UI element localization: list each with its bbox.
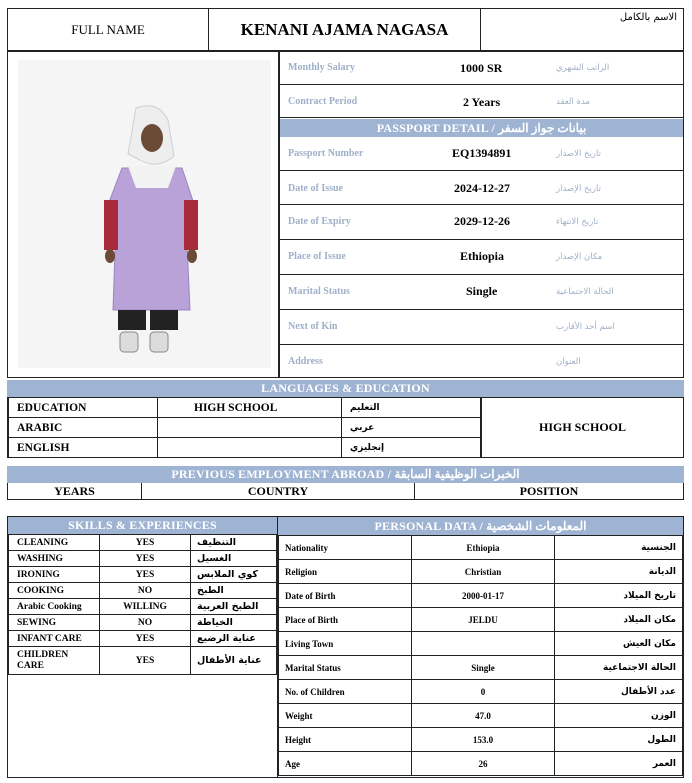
passport-row-arabic: تاريخ الانتهاء <box>556 217 599 227</box>
employment-band: PREVIOUS EMPLOYMENT ABROAD / الخبرات الوظيفية السابقة <box>7 466 684 483</box>
personal-row-label: Weight <box>279 704 412 728</box>
personal-row-value: 153.0 <box>412 728 555 752</box>
personal-row-value: 2000-01-17 <box>412 584 555 608</box>
full-name-value: KENANI AJAMA NAGASA <box>209 9 481 50</box>
passport-row-arabic: تاريخ الإصدار <box>556 184 601 194</box>
language-row <box>9 398 481 418</box>
passport-row <box>280 275 683 310</box>
employment-header-row <box>7 483 684 500</box>
language-row-arabic: إنجليزي <box>342 438 481 458</box>
personal-row <box>279 536 683 560</box>
personal-row <box>279 608 683 632</box>
period-arabic: مدة العقد <box>556 97 590 107</box>
salary-label: Monthly Salary <box>288 62 355 73</box>
language-row-label: ENGLISH <box>9 438 158 458</box>
personal-row <box>279 560 683 584</box>
passport-row-label: Address <box>288 356 323 367</box>
personal-row-label: Date of Birth <box>279 584 412 608</box>
education-level: HIGH SCHOOL <box>481 398 683 457</box>
personal-band: PERSONAL DATA / المعلومات الشخصية <box>278 517 683 535</box>
languages-table <box>8 397 481 458</box>
personal-row-label: Religion <box>279 560 412 584</box>
skill-row <box>9 631 277 647</box>
skill-name: CHILDREN CARE <box>9 647 100 675</box>
language-row-arabic: التعليم <box>342 398 481 418</box>
passport-row <box>280 345 683 383</box>
full-name-label: FULL NAME <box>8 9 209 50</box>
person-illustration <box>18 60 271 368</box>
passport-row-arabic: تاريخ الاصدار <box>556 149 601 159</box>
personal-row-label: Place of Birth <box>279 608 412 632</box>
language-row-label: EDUCATION <box>9 398 158 418</box>
skill-name: CLEANING <box>9 535 100 551</box>
passport-row-value: EQ1394891 <box>452 146 512 160</box>
personal-row <box>279 728 683 752</box>
personal-row-value: Single <box>412 656 555 680</box>
skill-value: WILLING <box>100 599 191 615</box>
skill-row <box>9 615 277 631</box>
period-value: 2 Years <box>463 95 501 109</box>
personal-row-value: Ethiopia <box>412 536 555 560</box>
skill-value: YES <box>100 535 191 551</box>
passport-row-value: Single <box>466 284 498 298</box>
skill-arabic: عناية الأطفال <box>191 647 277 675</box>
personal-row-arabic: الطول <box>555 728 683 752</box>
language-row <box>9 418 481 438</box>
personal-row-value: 0 <box>412 680 555 704</box>
passport-rows <box>280 137 683 383</box>
personal-row-arabic: العمر <box>555 752 683 776</box>
personal-row <box>279 632 683 656</box>
skill-row <box>9 567 277 583</box>
passport-row-value: 2029-12-26 <box>454 214 510 228</box>
passport-row-label: Passport Number <box>288 148 364 159</box>
skill-value: YES <box>100 647 191 675</box>
personal-row-value: JELDU <box>412 608 555 632</box>
skill-row <box>9 599 277 615</box>
passport-row <box>280 240 683 275</box>
personal-row-arabic: مكان الميلاد <box>555 608 683 632</box>
employment-col-country: COUNTRY <box>142 483 415 499</box>
personal-row-label: Nationality <box>279 536 412 560</box>
language-row-value <box>158 418 342 438</box>
personal-row-arabic: تاريخ الميلاد <box>555 584 683 608</box>
personal-row-label: Height <box>279 728 412 752</box>
languages-band: LANGUAGES & EDUCATION <box>7 380 684 397</box>
personal-row-arabic: عدد الأطفال <box>555 680 683 704</box>
language-row-label: ARABIC <box>9 418 158 438</box>
passport-row <box>280 171 683 205</box>
language-row-value: HIGH SCHOOL <box>158 398 342 418</box>
personal-row <box>279 656 683 680</box>
skill-arabic: الطبخ <box>191 583 277 599</box>
skill-name: Arabic Cooking <box>9 599 100 615</box>
skill-row <box>9 535 277 551</box>
passport-row-value: Ethiopia <box>460 249 505 263</box>
skill-name: COOKING <box>9 583 100 599</box>
personal-row <box>279 680 683 704</box>
skill-row <box>9 647 277 675</box>
skills-table <box>8 534 277 675</box>
language-row-value <box>158 438 342 458</box>
skill-arabic: التنظيف <box>191 535 277 551</box>
period-row <box>280 85 683 118</box>
personal-row <box>279 584 683 608</box>
skill-row <box>9 583 277 599</box>
passport-band: PASSPORT DETAIL / بيانات جواز السفر <box>280 119 683 137</box>
passport-row-arabic: الحالة الاجتماعية <box>556 287 614 297</box>
salary-value: 1000 SR <box>460 61 503 75</box>
personal-table <box>278 535 683 776</box>
employment-col-years: YEARS <box>8 483 142 499</box>
skill-name: WASHING <box>9 551 100 567</box>
skill-value: NO <box>100 615 191 631</box>
passport-row-arabic: العنوان <box>556 357 581 367</box>
skill-value: NO <box>100 583 191 599</box>
period-label: Contract Period <box>288 96 358 107</box>
personal-row-label: Age <box>279 752 412 776</box>
skill-value: YES <box>100 551 191 567</box>
skill-arabic: عناية الرضيع <box>191 631 277 647</box>
passport-row <box>280 137 683 171</box>
passport-row <box>280 205 683 240</box>
personal-row-label: No. of Children <box>279 680 412 704</box>
personal-row-label: Living Town <box>279 632 412 656</box>
personal-row-arabic: مكان العيش <box>555 632 683 656</box>
passport-row-label: Marital Status <box>288 286 350 297</box>
personal-row-label: Marital Status <box>279 656 412 680</box>
personal-row-arabic: الحالة الاجتماعية <box>555 656 683 680</box>
language-row <box>9 438 481 458</box>
skill-value: YES <box>100 567 191 583</box>
passport-row <box>280 310 683 345</box>
full-name-arabic-label: الاسم بالكامل <box>619 12 677 23</box>
candidate-photo <box>18 60 271 368</box>
skill-name: IRONING <box>9 567 100 583</box>
personal-row-arabic: الجنسية <box>555 536 683 560</box>
salary-arabic: الراتب الشهري <box>556 63 610 73</box>
language-row-arabic: عربي <box>342 418 481 438</box>
personal-row-value: 47.0 <box>412 704 555 728</box>
passport-row-label: Place of Issue <box>288 251 346 262</box>
personal-row-arabic: الديانة <box>555 560 683 584</box>
skill-name: SEWING <box>9 615 100 631</box>
skill-row <box>9 551 277 567</box>
personal-row-value: Christian <box>412 560 555 584</box>
employment-col-position: POSITION <box>519 483 579 498</box>
passport-row-label: Date of Expiry <box>288 216 351 227</box>
passport-row-value: 2024-12-27 <box>454 181 510 195</box>
personal-row-arabic: الوزن <box>555 704 683 728</box>
skill-name: INFANT CARE <box>9 631 100 647</box>
skill-arabic: الخياطة <box>191 615 277 631</box>
personal-row <box>279 704 683 728</box>
passport-row-arabic: اسم أحد الأقارب <box>556 322 615 332</box>
personal-row-value: 26 <box>412 752 555 776</box>
skill-arabic: الطبخ العربية <box>191 599 277 615</box>
skill-arabic: الغسيل <box>191 551 277 567</box>
skill-value: YES <box>100 631 191 647</box>
passport-row-arabic: مكان الإصدار <box>556 252 603 262</box>
personal-row-value <box>412 632 555 656</box>
skills-band: SKILLS & EXPERIENCES <box>8 517 277 534</box>
skill-arabic: كوي الملابس <box>191 567 277 583</box>
passport-row-label: Date of Issue <box>288 183 343 194</box>
passport-row-label: Next of Kin <box>288 321 338 332</box>
salary-row <box>280 52 683 85</box>
personal-row <box>279 752 683 776</box>
